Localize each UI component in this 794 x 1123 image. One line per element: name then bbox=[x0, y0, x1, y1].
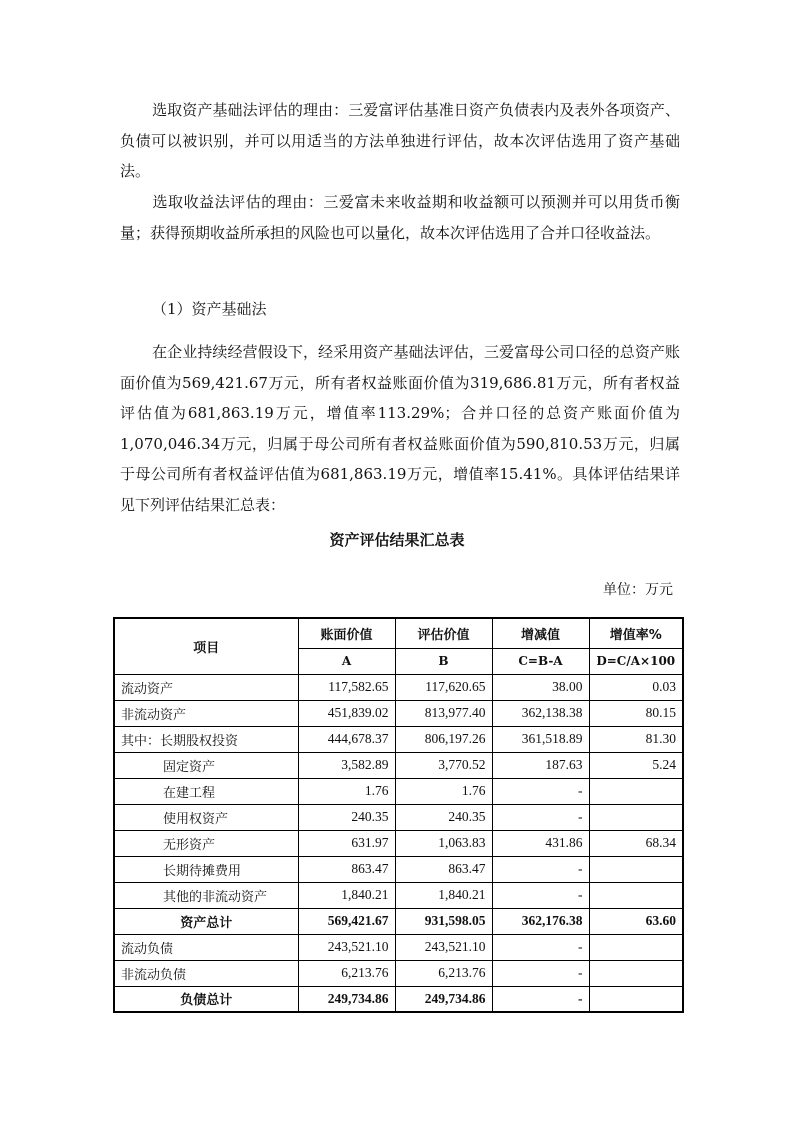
header-appraised-value: 评估价值 bbox=[395, 618, 492, 648]
table-row bbox=[114, 934, 683, 960]
table-row bbox=[114, 804, 683, 830]
appraised-value-cell: 240.35 bbox=[395, 804, 492, 830]
change-cell: 362,138.38 bbox=[492, 700, 589, 726]
change-cell: 38.00 bbox=[492, 674, 589, 700]
book-value-cell: 3,582.89 bbox=[298, 752, 395, 778]
rate-cell bbox=[589, 856, 683, 882]
row-label: 固定资产 bbox=[114, 752, 298, 778]
rate-cell: 5.24 bbox=[589, 752, 683, 778]
paragraph-income-reason bbox=[120, 187, 680, 248]
book-value-cell: 6,213.76 bbox=[298, 960, 395, 986]
rate-cell bbox=[589, 960, 683, 986]
header-book-value: 账面价值 bbox=[298, 618, 395, 648]
table-row bbox=[114, 700, 683, 726]
table-body bbox=[114, 674, 683, 1012]
row-label: 长期待摊费用 bbox=[114, 856, 298, 882]
subheader-d: D=C/A×100 bbox=[589, 648, 683, 674]
rate-cell: 68.34 bbox=[589, 830, 683, 856]
rate-cell: 81.30 bbox=[589, 726, 683, 752]
appraised-value-cell: 1,063.83 bbox=[395, 830, 492, 856]
appraised-value-cell: 249,734.86 bbox=[395, 986, 492, 1012]
table-row bbox=[114, 778, 683, 804]
book-value-cell: 1,840.21 bbox=[298, 882, 395, 908]
table-unit: 单位：万元 bbox=[603, 582, 673, 598]
subheader-c: C=B-A bbox=[492, 648, 589, 674]
row-label: 资产总计 bbox=[114, 908, 298, 934]
book-value-cell: 863.47 bbox=[298, 856, 395, 882]
row-label: 其中：长期股权投资 bbox=[114, 726, 298, 752]
book-value-cell: 249,734.86 bbox=[298, 986, 395, 1012]
row-label: 负债总计 bbox=[114, 986, 298, 1012]
table-row bbox=[114, 726, 683, 752]
table-header-row bbox=[114, 618, 683, 648]
change-cell: 187.63 bbox=[492, 752, 589, 778]
book-value-cell: 451,839.02 bbox=[298, 700, 395, 726]
change-cell: 361,518.89 bbox=[492, 726, 589, 752]
rate-cell: 63.60 bbox=[589, 908, 683, 934]
rate-cell bbox=[589, 986, 683, 1012]
table-row bbox=[114, 908, 683, 934]
appraised-value-cell: 6,213.76 bbox=[395, 960, 492, 986]
change-cell: - bbox=[492, 804, 589, 830]
paragraph-results bbox=[120, 337, 680, 520]
row-label: 使用权资产 bbox=[114, 804, 298, 830]
table-row bbox=[114, 986, 683, 1012]
book-value-cell: 444,678.37 bbox=[298, 726, 395, 752]
book-value-cell: 117,582.65 bbox=[298, 674, 395, 700]
appraised-value-cell: 1.76 bbox=[395, 778, 492, 804]
change-cell: - bbox=[492, 882, 589, 908]
change-cell: - bbox=[492, 934, 589, 960]
book-value-cell: 1.76 bbox=[298, 778, 395, 804]
appraised-value-cell: 117,620.65 bbox=[395, 674, 492, 700]
appraised-value-cell: 806,197.26 bbox=[395, 726, 492, 752]
paragraph-asset-basis-reason bbox=[120, 95, 680, 187]
table-row bbox=[114, 856, 683, 882]
change-cell: 431.86 bbox=[492, 830, 589, 856]
change-cell: - bbox=[492, 986, 589, 1012]
book-value-cell: 240.35 bbox=[298, 804, 395, 830]
subheader-a: A bbox=[298, 648, 395, 674]
book-value-cell: 243,521.10 bbox=[298, 934, 395, 960]
rate-cell: 80.15 bbox=[589, 700, 683, 726]
row-label: 非流动负债 bbox=[114, 960, 298, 986]
subheader-b: B bbox=[395, 648, 492, 674]
appraised-value-cell: 1,840.21 bbox=[395, 882, 492, 908]
appraised-value-cell: 3,770.52 bbox=[395, 752, 492, 778]
row-label: 非流动资产 bbox=[114, 700, 298, 726]
rate-cell: 0.03 bbox=[589, 674, 683, 700]
header-change: 增减值 bbox=[492, 618, 589, 648]
paragraph-text: 选取资产基础法评估的理由：三爱富评估基准日资产负债表内及表外各项资产、负债可以被识别，并可以用适当的方法单独进行评估，故本次评估选用了资产基础法。 bbox=[120, 101, 680, 180]
table-row bbox=[114, 674, 683, 700]
change-cell: - bbox=[492, 856, 589, 882]
paragraph-text: 选取收益法评估的理由：三爱富未来收益期和收益额可以预测并可以用货币衡量；获得预期收益所承担的风险也可以量化，故本次评估选用了合并口径收益法。 bbox=[120, 193, 680, 242]
rate-cell bbox=[589, 882, 683, 908]
header-rate: 增值率% bbox=[589, 618, 683, 648]
valuation-summary-table bbox=[113, 617, 684, 1013]
change-cell: - bbox=[492, 778, 589, 804]
change-cell: - bbox=[492, 960, 589, 986]
table-title: 资产评估结果汇总表 bbox=[329, 531, 465, 549]
rate-cell bbox=[589, 934, 683, 960]
row-label: 无形资产 bbox=[114, 830, 298, 856]
appraised-value-cell: 931,598.05 bbox=[395, 908, 492, 934]
appraised-value-cell: 863.47 bbox=[395, 856, 492, 882]
paragraph-text: 在企业持续经营假设下，经采用资产基础法评估，三爱富母公司口径的总资产账面价值为569,421.67万元，所有者权益账面价值为319,686.81万元，所有者权益评估值为681,863.19万元，增值率113.29%；合并口径的总资产账面价值为1,070,046.34万元，归属于母公司所有者权益账面价值为590,810.53万元，归属于母公司所有者权益评估值为681,863.19万元，增值率15.41%。具体评估结果详见下列评估结果汇总表： bbox=[120, 343, 680, 514]
appraised-value-cell: 243,521.10 bbox=[395, 934, 492, 960]
change-cell: 362,176.38 bbox=[492, 908, 589, 934]
row-label: 其他的非流动资产 bbox=[114, 882, 298, 908]
book-value-cell: 631.97 bbox=[298, 830, 395, 856]
table-row bbox=[114, 960, 683, 986]
row-label: 流动资产 bbox=[114, 674, 298, 700]
rate-cell bbox=[589, 804, 683, 830]
table-row bbox=[114, 882, 683, 908]
row-label: 在建工程 bbox=[114, 778, 298, 804]
appraised-value-cell: 813,977.40 bbox=[395, 700, 492, 726]
section-heading-text: （1）资产基础法 bbox=[152, 300, 267, 318]
row-label: 流动负债 bbox=[114, 934, 298, 960]
header-item: 项目 bbox=[114, 618, 298, 674]
table-row bbox=[114, 830, 683, 856]
table-row bbox=[114, 752, 683, 778]
rate-cell bbox=[589, 778, 683, 804]
section-heading bbox=[120, 294, 680, 325]
book-value-cell: 569,421.67 bbox=[298, 908, 395, 934]
